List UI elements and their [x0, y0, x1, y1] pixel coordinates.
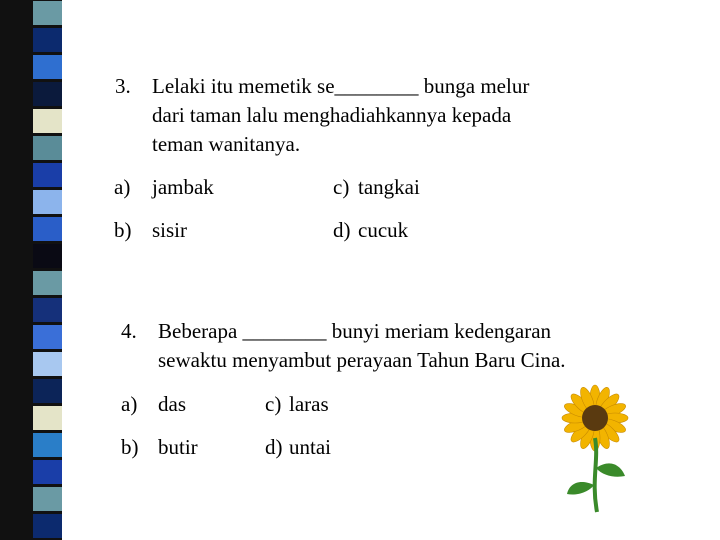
- question-line: Beberapa ________ bunyi meriam kedengaran: [158, 319, 552, 343]
- stripe-block: [33, 514, 62, 538]
- sunflower-leaf: [596, 463, 625, 476]
- stripe-block: [33, 325, 62, 349]
- option-text: jambak: [152, 175, 214, 199]
- stripe-block: [33, 298, 62, 322]
- option-letter: c): [265, 392, 282, 416]
- stripe-block: [33, 352, 62, 376]
- option-text: sisir: [152, 218, 188, 242]
- question-line: sewaktu menyambut perayaan Tahun Baru Cina.: [158, 348, 566, 372]
- option-text: das: [158, 392, 186, 416]
- stripe-block: [33, 406, 62, 430]
- sunflower-icon: [555, 380, 635, 515]
- question-number: 3.: [115, 74, 131, 98]
- option-letter: a): [114, 175, 131, 199]
- sunflower-stem: [595, 438, 597, 512]
- stripe-block: [33, 1, 62, 25]
- option-text: untai: [289, 435, 331, 459]
- option-text: laras: [289, 392, 329, 416]
- stripe-block: [33, 109, 62, 133]
- stripe-block: [33, 487, 62, 511]
- stripe-block: [33, 163, 62, 187]
- stripe-block: [33, 82, 62, 106]
- question-line: Lelaki itu memetik se________ bunga melur: [152, 74, 530, 98]
- stripe-block: [33, 217, 62, 241]
- option-letter: b): [114, 218, 132, 242]
- stripe-block: [33, 460, 62, 484]
- option-letter: a): [121, 392, 138, 416]
- question-line: teman wanitanya.: [152, 132, 301, 156]
- option-letter: d): [333, 218, 351, 242]
- option-text: cucuk: [358, 218, 409, 242]
- sunflower-leaf: [567, 482, 594, 495]
- stripe-block: [33, 55, 62, 79]
- option-letter: c): [333, 175, 350, 199]
- option-letter: b): [121, 435, 139, 459]
- sunflower-center: [582, 405, 608, 431]
- stripe-block: [33, 379, 62, 403]
- stripe-block: [33, 190, 62, 214]
- question-number: 4.: [121, 319, 137, 343]
- stripe-block: [33, 271, 62, 295]
- option-letter: d): [265, 435, 283, 459]
- option-text: butir: [158, 435, 198, 459]
- decorative-stripe: [0, 0, 62, 540]
- stripe-block: [33, 136, 62, 160]
- stripe-block: [33, 244, 62, 268]
- stripe-block: [33, 28, 62, 52]
- question-line: dari taman lalu menghadiahkannya kepada: [152, 103, 512, 127]
- option-text: tangkai: [358, 175, 420, 199]
- stripe-block: [33, 433, 62, 457]
